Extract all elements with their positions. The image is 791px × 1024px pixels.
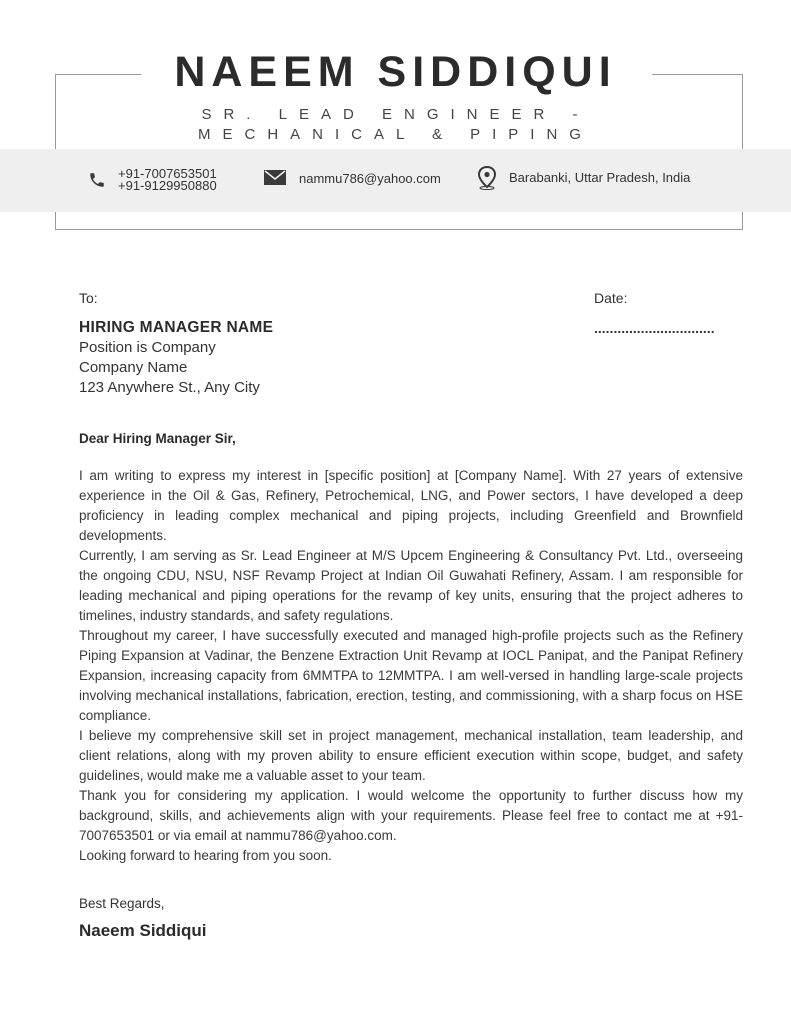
recipient-address: 123 Anywhere St., Any City [79,379,260,396]
job-title-line-1: SR. LEAD ENGINEER - [201,106,590,123]
location: Barabanki, Uttar Pradesh, India [509,170,691,185]
paragraph: I am writing to express my interest in [specific position] at [Company Name]. With 27 years of extensive experience in the Oil & Gas, Refinery, Petrochemical, LNG, and Power sectors, I have developed a deep proficiency in leading complex mechanical and piping projects, including Greenfield and Brownfield developments. [79,468,743,543]
phone-secondary: +91-9129950880 [118,178,217,193]
letter-body [79,466,743,866]
paragraph: Looking forward to hearing from you soon. [79,848,332,863]
job-title-line-2: MECHANICAL & PIPING [198,126,593,143]
salutation: Dear Hiring Manager Sir, [79,431,236,446]
applicant-name: NAEEM SIDDIQUI [174,48,617,96]
phone-primary: +91-7007653501 [118,166,217,181]
phone-icon [88,170,106,190]
paragraph: Thank you for considering my application. I would welcome the opportunity to further discuss how my background, skills, and achievements align with your requirements. Please feel free to contact me at +91-7007653501 or via email at nammu786@yahoo.com. [79,788,743,843]
date-value: ............................... [594,320,715,336]
closing: Best Regards, [79,896,165,911]
date-label: Date: [594,290,628,306]
envelope-icon [263,169,287,186]
email-address[interactable]: nammu786@yahoo.com [299,171,441,186]
location-pin-icon [477,166,497,190]
recipient-position: Position is Company [79,339,216,356]
paragraph: Currently, I am serving as Sr. Lead Engineer at M/S Upcem Engineering & Consultancy Pvt. Ltd., overseeing the ongoing CDU, NSU, NSF Revamp Project at Indian Oil Guwahati Refinery, Assam. I am responsible for leading mechanical and piping operations for the revamp of key units, ensuring that the project adheres to timelines, industry standards, and safety regulations. [79,548,743,623]
to-label: To: [79,290,98,306]
recipient-block [79,318,743,398]
paragraph: I believe my comprehensive skill set in project management, mechanical installation, team leadership, and client relations, along with my proven ability to ensure efficient execution within scope, budget, and safety guidelines, would make me a valuable asset to your team. [79,728,743,783]
paragraph: Throughout my career, I have successfully executed and managed high-profile projects such as the Refinery Piping Expansion at Vadinar, the Benzene Extraction Unit Revamp at IOCL Panipat, and the Panipat Refinery Expansion, increasing capacity from 6MMTPA to 12MMTPA. I am well-versed in handling large-scale projects involving mechanical installations, fabrication, erection, testing, and commissioning, with a sharp focus on HSE compliance. [79,628,743,723]
recipient-name: HIRING MANAGER NAME [79,319,274,336]
signature-name: Naeem Siddiqui [79,921,207,940]
contact-band [0,149,791,212]
recipient-company: Company Name [79,359,188,376]
